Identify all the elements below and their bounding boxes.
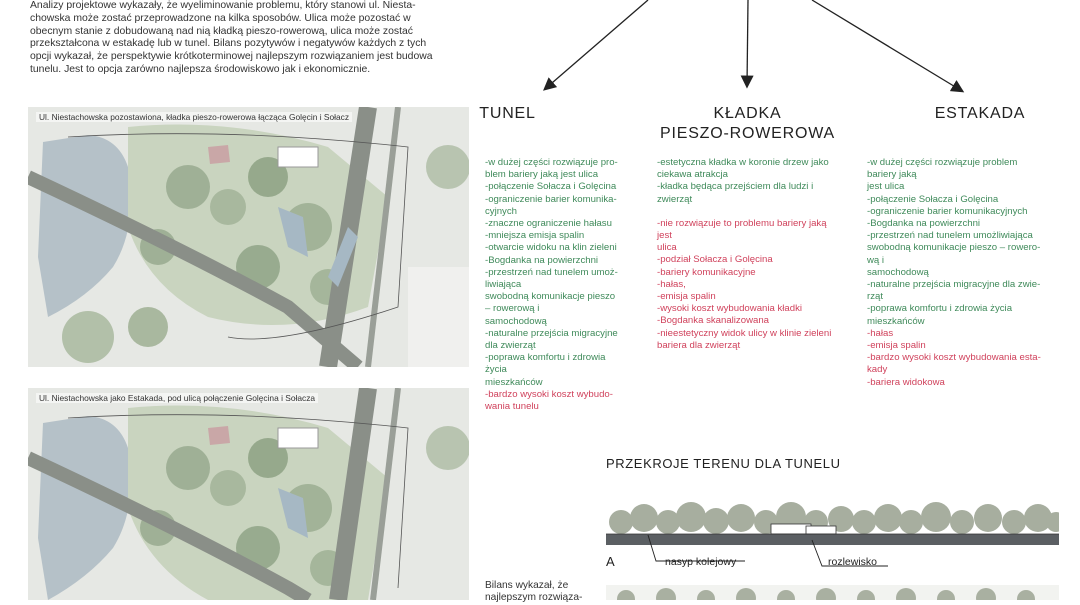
site-plan-kladka-drawing xyxy=(28,107,469,367)
conclusion-paragraph: Bilans wykazał, że najlepszym rozwiąza- xyxy=(485,580,583,604)
section-marker-a: A xyxy=(606,554,615,569)
tunel-pros: -w dużej części rozwiązuje pro- blem bariery jaką jest ulica -połączenie Sołacza i Golęcina -ograniczenie barier komunika- cyjnych -znaczne ograniczenie hałasu -mniejsza emisja spalin -otwarcie widoku na klin zieleni -Bogdanka na powierzchni -przestrzeń nad tunelem umoż- liwiająca swobodną komunikacje pieszo – rowerową i samochodową -naturalne przejścia migracyjne dla zwierząt -poprawa komfortu i zdrowia życia mieszkańców xyxy=(485,157,618,388)
arrow-to-kladka xyxy=(747,0,748,86)
site-plan-estakada xyxy=(28,388,469,600)
heading-estakada: ESTAKADA xyxy=(934,105,1026,122)
sections-title: PRZEKROJE TERENU DLA TUNELU xyxy=(606,456,841,471)
heading-kladka: KŁADKA PIESZO-ROWEROWA xyxy=(660,105,835,142)
site-plan-kladka xyxy=(28,107,469,367)
estakada-cons: -hałas -emisja spalin -bardzo wysoki koszt wybudowania esta- kady -bariera widokowa xyxy=(867,327,1041,388)
estakada-pros: -w dużej części rozwiązuje problem bariery jaką jest ulica -połączenie Sołacza i Golęcina -ograniczenie barier komunikacyjnych -Bogdanka na powierzchni -przestrzeń nad tunelem umożliwiająca swobodną komunikacje pieszo – rowero- wą i samochodową -naturalne przejścia migracyjne dla zwie- rząt -poprawa komfortu i zdrowia życia mieszkańców xyxy=(867,157,1041,327)
heading-tunel: TUNEL xyxy=(479,105,536,122)
map-caption-estakada: Ul. Niestachowska jako Estakada, pod ulicą połączenie Golęcina i Sołacza xyxy=(36,393,318,403)
site-plan-estakada-drawing xyxy=(28,388,469,600)
arrow-to-estakada xyxy=(812,0,962,91)
column-estakada xyxy=(867,157,1057,389)
tunel-cons: -bardzo wysoki koszt wybudo- wania tunelu xyxy=(485,388,613,413)
map-caption-kladka: Ul. Niestachowska pozostawiona, kładka pieszo-rowerowa łącząca Golęcin i Sołacz xyxy=(36,112,352,122)
terrain-profile-b-drawing xyxy=(606,585,1059,600)
terrain-profile-a xyxy=(606,500,1059,545)
label-rail-embankment: nasyp kolejowy xyxy=(665,556,737,568)
terrain-profile-a-drawing xyxy=(606,500,1059,545)
kladka-pros: -estetyczna kładka w koronie drzew jako ciekawa atrakcja -kładka będąca przejściem dla ludzi i zwierząt xyxy=(657,157,829,205)
terrain-profile-b xyxy=(606,585,1059,600)
label-floodplain: rozlewisko xyxy=(828,556,878,568)
arrow-to-tunel xyxy=(545,0,648,89)
column-tunel xyxy=(485,157,635,413)
intro-paragraph: Analizy projektowe wykazały, że wyeliminowanie problemu, który stanowi ul. Niesta- chowska może zostać przeprowadzone na kilka sposobów. Ulica może pozostać w obecnym stanie z dobudowaną nad nią kładką pieszo-rowerową, ulica może zostać przekształcona w estakadę lub w tunel. Bilans pozytywów i negatywów każdych z tych opcji wykazał, że perspektywie krótkoterminowej najlepszym rozwiązaniem jest budowa tunelu. Jest to opcja zarówno najlepsza środowiskowo jak i ekonomicznie. xyxy=(30,0,433,75)
kladka-cons: -nie rozwiązuje to problemu bariery jaką jest ulica -podział Sołacza i Golęcina -bariery komunikacyjne -hałas, -emisja spalin -wysoki koszt wybudowania kładki -Bogdanka skanalizowana -nieestetyczny widok ulicy w klinie zieleni bariera dla zwierząt xyxy=(657,217,832,351)
column-kladka xyxy=(657,157,847,352)
option-arrows xyxy=(0,0,1080,110)
